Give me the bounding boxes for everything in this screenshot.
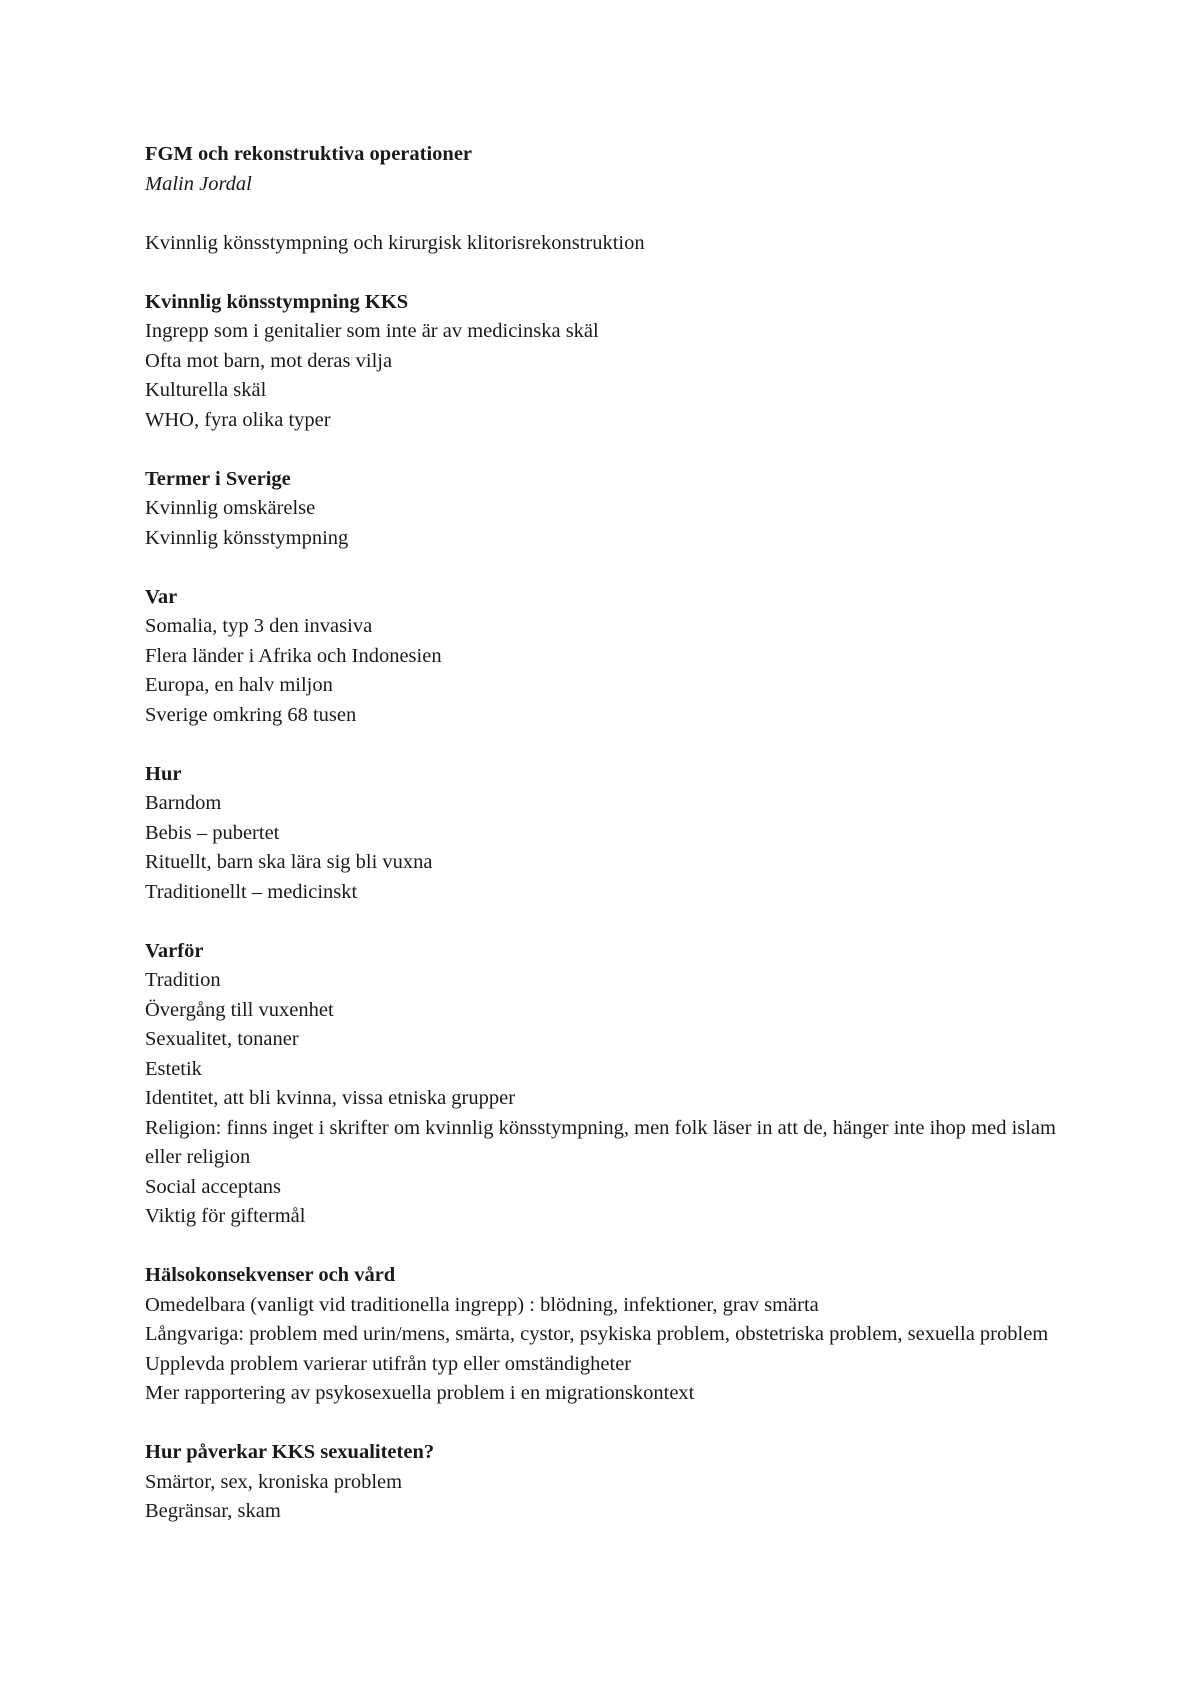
- section-halsokonsekvenser: [145, 1261, 1065, 1409]
- document-body: [145, 140, 1065, 1527]
- section-line: Ingrepp som i genitalier som inte är av medicinska skäl: [145, 320, 599, 342]
- document-subtitle: Kvinnlig könsstympning och kirurgisk klitorisrekonstruktion: [145, 231, 645, 254]
- section-line: Upplevda problem varierar utifrån typ eller omständigheter: [145, 1352, 632, 1375]
- section-line: Barndom: [145, 792, 222, 814]
- section-varfor: [145, 937, 1065, 1232]
- spacer: [145, 1232, 1065, 1262]
- section-heading: Hur påverkar KKS sexualiteten?: [145, 1441, 435, 1463]
- section-termer: [145, 465, 1065, 554]
- section-kks: [145, 288, 1065, 436]
- section-line: Omedelbara (vanligt vid traditionella ingrepp) : blödning, infektioner, grav smärta: [145, 1293, 819, 1316]
- section-hur: [145, 760, 1065, 908]
- section-line: Social acceptans: [145, 1175, 282, 1198]
- spacer: [145, 730, 1065, 760]
- section-line: Europa, en halv miljon: [145, 674, 333, 696]
- spacer: [145, 1409, 1065, 1439]
- document-title: FGM och rekonstruktiva operationer: [145, 143, 473, 165]
- section-line: Långvariga: problem med urin/mens, smärta, cystor, psykiska problem, obstetriska problem, sexuella problem: [145, 1323, 1049, 1345]
- section-line: Sexualitet, tonaner: [145, 1028, 299, 1050]
- section-heading: Kvinnlig könsstympning KKS: [145, 290, 409, 313]
- section-line: Smärtor, sex, kroniska problem: [145, 1470, 403, 1493]
- spacer: [145, 258, 1065, 288]
- section-line: Kvinnlig omskärelse: [145, 497, 316, 519]
- section-line: Rituellt, barn ska lära sig bli vuxna: [145, 851, 433, 873]
- section-heading: Termer i Sverige: [145, 467, 291, 490]
- section-heading: Varför: [145, 939, 204, 962]
- section-heading: Hur: [145, 762, 182, 785]
- section-line: Kvinnlig könsstympning: [145, 526, 349, 549]
- section-line: Mer rapportering av psykosexuella problem i en migrationskontext: [145, 1382, 695, 1404]
- section-line: Kulturella skäl: [145, 379, 267, 401]
- section-line: Flera länder i Afrika och Indonesien: [145, 644, 442, 667]
- document-author: Malin Jordal: [145, 172, 252, 195]
- section-line: Identitet, att bli kvinna, vissa etniska grupper: [145, 1087, 516, 1109]
- spacer: [145, 907, 1065, 937]
- section-line: Ofta mot barn, mot deras vilja: [145, 349, 393, 372]
- section-line: Övergång till vuxenhet: [145, 998, 334, 1021]
- section-sexualitet: [145, 1438, 1065, 1527]
- section-line: Bebis – pubertet: [145, 821, 280, 844]
- section-var: [145, 583, 1065, 731]
- spacer: [145, 435, 1065, 465]
- section-heading: Var: [145, 585, 178, 608]
- section-line: Traditionellt – medicinskt: [145, 880, 358, 903]
- spacer: [145, 199, 1065, 229]
- section-line: Estetik: [145, 1057, 202, 1080]
- section-line: Begränsar, skam: [145, 1500, 281, 1522]
- section-line: Somalia, typ 3 den invasiva: [145, 615, 373, 637]
- section-line: Religion: finns inget i skrifter om kvinnlig könsstympning, men folk läser in att de, hänger inte ihop med islam eller religion: [145, 1116, 1056, 1168]
- section-line: Sverige omkring 68 tusen: [145, 703, 357, 726]
- section-line: Viktig för giftermål: [145, 1205, 306, 1227]
- spacer: [145, 553, 1065, 583]
- section-line: WHO, fyra olika typer: [145, 408, 331, 431]
- section-line: Tradition: [145, 969, 221, 991]
- section-heading: Hälsokonsekvenser och vård: [145, 1264, 396, 1286]
